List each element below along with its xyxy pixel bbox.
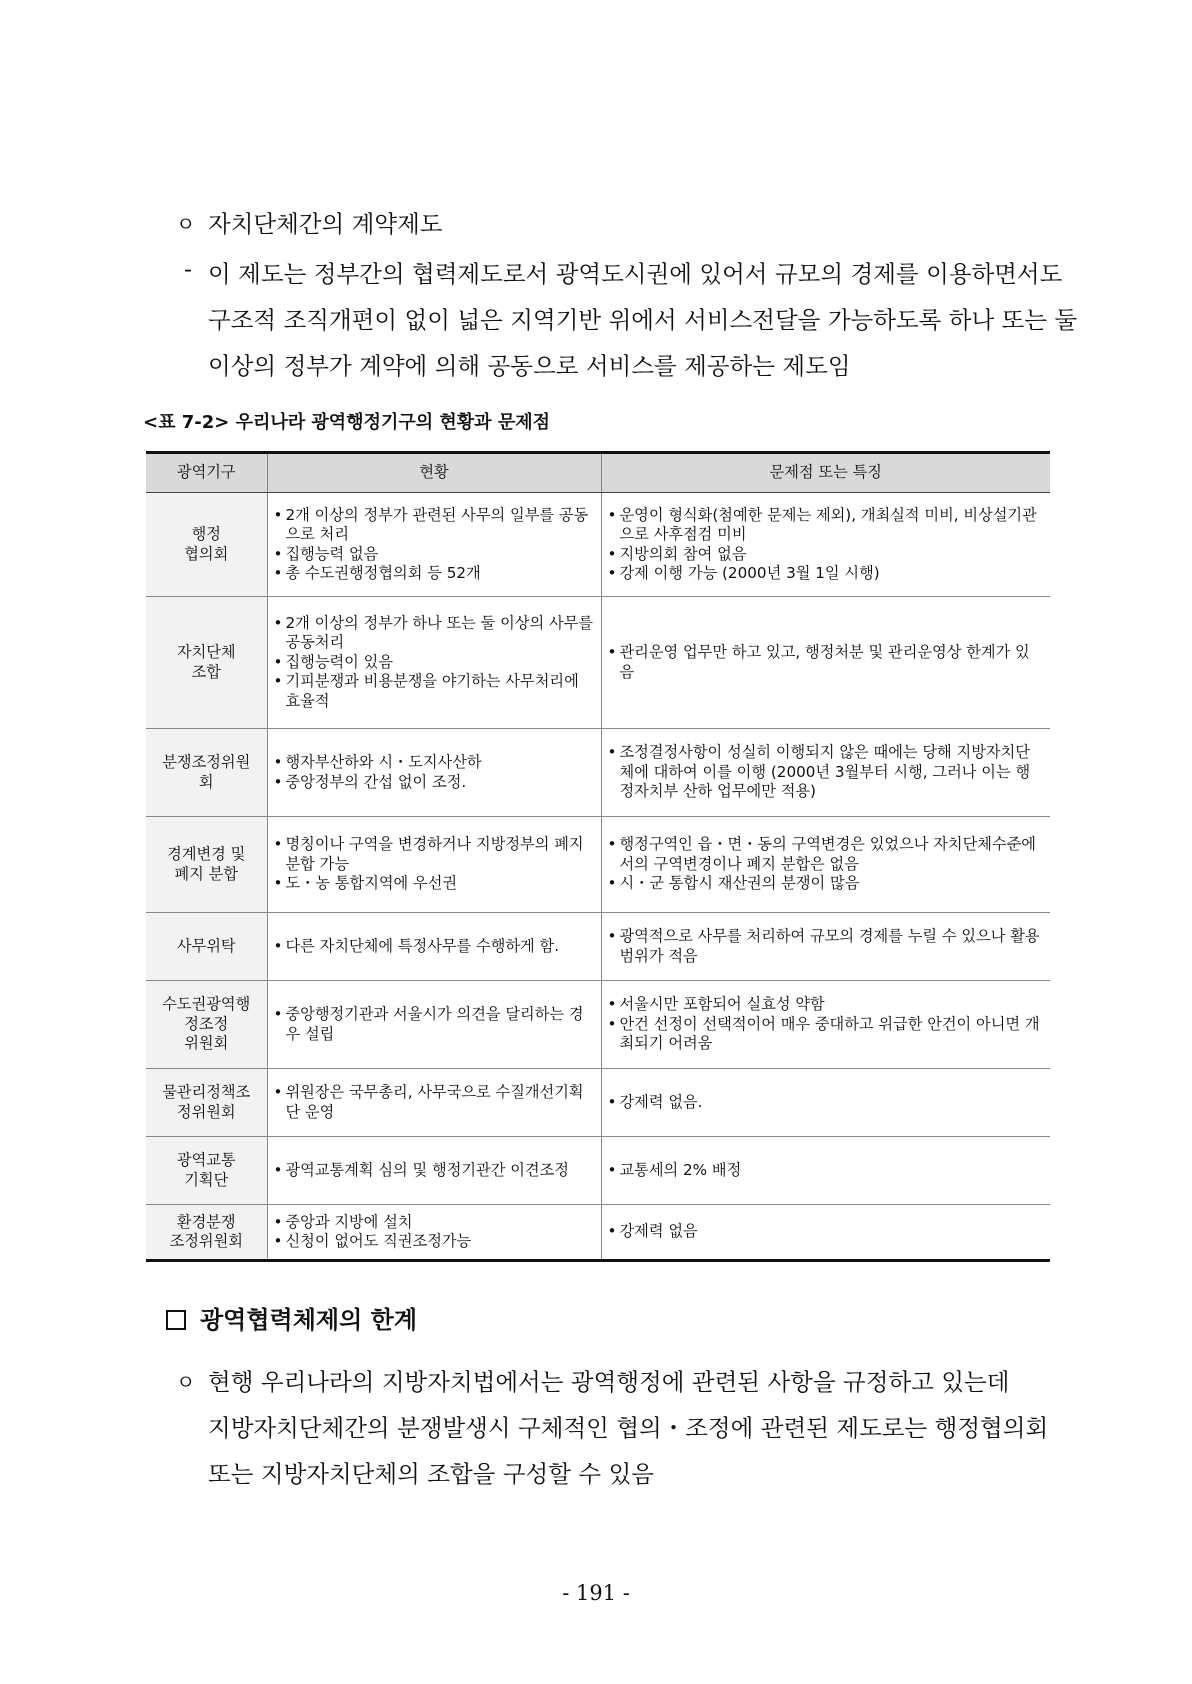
paragraph-line-1: 현행 우리나라의 지방자치법에서는 광역행정에 관련된 사항을 규정하고 있는데 bbox=[208, 1368, 1010, 1396]
issues-cell bbox=[601, 1069, 1050, 1137]
bullet-item: • 행정구역인 읍・면・동의 구역변경은 있었으나 자치단체수준에서의 구역변경이나 폐지 분합은 없음 bbox=[608, 835, 1045, 874]
agency-cell bbox=[146, 493, 267, 597]
section-heading: 자치단체간의 계약제도 bbox=[208, 210, 443, 238]
issues-cell bbox=[601, 493, 1050, 597]
bullet-item: • 행자부산하와 시・도지사산하 bbox=[274, 753, 595, 773]
paragraph-line-1: 이 제도는 정부간의 협력제도로서 광역도시권에 있어서 규모의 경제를 이용하면서도 bbox=[208, 260, 1063, 288]
bullet-item: • 광역교통계획 심의 및 행정기관간 이견조정 bbox=[274, 1161, 595, 1181]
paragraph-line-2: 지방자치단체간의 분쟁발생시 구체적인 협의・조정에 관련된 제도로는 행정협의회 bbox=[208, 1414, 1049, 1442]
header-status: 현황 bbox=[267, 453, 601, 493]
agency-cell bbox=[146, 1205, 267, 1261]
bullet-list bbox=[274, 1161, 595, 1181]
agency-name-line: 자치단체 bbox=[176, 643, 236, 661]
bullet-item: • 2개 이상의 정부가 관련된 사무의 일부를 공동으로 처리 bbox=[274, 506, 595, 545]
agency-name-line: 기획단 bbox=[184, 1170, 229, 1189]
status-cell bbox=[267, 1205, 601, 1261]
bullet-item: • 도・농 통합지역에 우선권 bbox=[274, 874, 595, 894]
agency-cell bbox=[146, 981, 267, 1069]
table-row bbox=[146, 913, 1050, 981]
paragraph-line-2: 구조적 조직개편이 없이 넓은 지역기반 위에서 서비스전달을 가능하도록 하나 또는 둘 bbox=[208, 306, 1078, 334]
issues-cell bbox=[601, 1137, 1050, 1205]
bullet-item: • 다른 자치단체에 특정사무를 수행하게 함. bbox=[274, 937, 595, 957]
agency-name-line: 위원회 bbox=[184, 1034, 229, 1053]
agency-table bbox=[146, 451, 1050, 1262]
bullet-item: • 위원장은 국무총리, 사무국으로 수질개선기획단 운영 bbox=[274, 1083, 595, 1122]
agency-name-line: 사무위탁 bbox=[176, 936, 236, 955]
status-cell bbox=[267, 981, 601, 1069]
agency-name-line: 분쟁조정위원 bbox=[162, 753, 251, 771]
table-row bbox=[146, 1205, 1050, 1261]
issues-cell bbox=[601, 729, 1050, 817]
issues-cell bbox=[601, 1205, 1050, 1261]
agency-cell bbox=[146, 597, 267, 729]
bullet-list bbox=[274, 506, 595, 584]
bullet-item: • 중앙행정기관과 서울시가 의견을 달리하는 경우 설립 bbox=[274, 1005, 595, 1044]
bullet-item: • 광역적으로 사무를 처리하여 규모의 경제를 누릴 수 있으나 활용범위가 적음 bbox=[608, 927, 1045, 966]
bullet-item: • 신청이 없어도 직권조정가능 bbox=[274, 1232, 595, 1252]
table-row bbox=[146, 729, 1050, 817]
issues-cell bbox=[601, 913, 1050, 981]
agency-name-line: 수도권광역행 bbox=[162, 995, 251, 1014]
issues-cell bbox=[601, 817, 1050, 913]
bullet-item: • 명칭이나 구역을 변경하거나 지방정부의 폐지 분합 가능 bbox=[274, 835, 595, 874]
bullet-item: • 총 수도권행정협의회 등 52개 bbox=[274, 564, 595, 584]
table-header-row bbox=[146, 453, 1050, 493]
agency-name-line: 정위원회 bbox=[176, 1102, 236, 1121]
bullet-item: • 집행능력 없음 bbox=[274, 545, 595, 565]
bullet-item: • 2개 이상의 정부가 하나 또는 둘 이상의 사무를 공동처리 bbox=[274, 614, 595, 653]
agency-name-line: 조합 bbox=[191, 662, 221, 681]
bullet-list bbox=[608, 506, 1045, 584]
agency-cell bbox=[146, 1069, 267, 1137]
bullet-list bbox=[608, 1093, 1045, 1113]
agency-cell bbox=[146, 817, 267, 913]
agency-name-line: 폐지 분합 bbox=[174, 864, 238, 883]
table-row bbox=[146, 1069, 1050, 1137]
bullet-list bbox=[274, 753, 595, 792]
agency-name-line: 정조정 bbox=[184, 1014, 229, 1033]
bullet-item: • 기피분쟁과 비용분쟁을 야기하는 사무처리에 효율적 bbox=[274, 672, 595, 711]
bullet-list bbox=[608, 643, 1045, 682]
bullet-list bbox=[274, 1005, 595, 1044]
agency-name-line: 물관리정책조 bbox=[162, 1083, 251, 1101]
status-cell bbox=[267, 913, 601, 981]
agency-cell bbox=[146, 729, 267, 817]
section-title bbox=[166, 1300, 417, 1335]
bullet-list bbox=[608, 995, 1045, 1054]
table-row bbox=[146, 493, 1050, 597]
table-row bbox=[146, 817, 1050, 913]
bullet-list bbox=[274, 835, 595, 894]
page-number: - 191 - bbox=[562, 1581, 630, 1605]
issues-cell bbox=[601, 981, 1050, 1069]
bullet-item: • 중앙정부의 간섭 없이 조정. bbox=[274, 773, 595, 793]
table-row bbox=[146, 597, 1050, 729]
status-cell bbox=[267, 817, 601, 913]
bullet-list bbox=[608, 835, 1045, 894]
agency-name-line: 조정위원회 bbox=[169, 1232, 243, 1250]
bullet-item: • 강제 이행 가능 (2000년 3월 1일 시행) bbox=[608, 564, 1045, 584]
agency-name-line: 행정 bbox=[191, 525, 221, 543]
status-cell bbox=[267, 729, 601, 817]
bullet-list bbox=[608, 1222, 1045, 1242]
agency-name-line: 환경분쟁 bbox=[176, 1212, 236, 1231]
agency-name-line: 회 bbox=[198, 772, 214, 791]
table-row bbox=[146, 981, 1050, 1069]
agency-cell bbox=[146, 913, 267, 981]
bullet-list bbox=[608, 743, 1045, 802]
paragraph-line-3: 이상의 정부가 계약에 의해 공동으로 서비스를 제공하는 제도임 bbox=[208, 352, 851, 380]
bullet-item: • 서울시만 포함되어 실효성 약함 bbox=[608, 995, 1045, 1015]
bullet-list bbox=[274, 1083, 595, 1122]
bullet-item: • 집행능력이 있음 bbox=[274, 653, 595, 673]
agency-cell bbox=[146, 1137, 267, 1205]
bullet-item: • 안건 선정이 선택적이어 매우 중대하고 위급한 안건이 아니면 개최되기 어려움 bbox=[608, 1015, 1045, 1054]
issues-cell bbox=[601, 597, 1050, 729]
bullet-item: • 중앙과 지방에 설치 bbox=[274, 1213, 595, 1233]
status-cell bbox=[267, 493, 601, 597]
bullet-item: • 지방의회 참여 없음 bbox=[608, 545, 1045, 565]
status-cell bbox=[267, 597, 601, 729]
bullet-item: • 운영이 형식화(첨예한 문제는 제외), 개최실적 미비, 비상설기관으로 사후점검 미비 bbox=[608, 506, 1045, 545]
bullet-list bbox=[274, 614, 595, 712]
circle-bullet: ㅇ bbox=[176, 212, 196, 236]
bullet-list bbox=[608, 1161, 1045, 1181]
bullet-item: • 조정결정사항이 성실히 이행되지 않은 때에는 당해 지방자치단체에 대하여 이를 이행 (2000년 3월부터 시행, 그러나 이는 행정자치부 산하 업무에만 적용) bbox=[608, 743, 1045, 802]
section-title-text: 광역협력체제의 한계 bbox=[200, 1306, 418, 1334]
status-cell bbox=[267, 1137, 601, 1205]
agency-name-line: 협의회 bbox=[184, 544, 229, 563]
bullet-item: • 강제력 없음 bbox=[608, 1222, 1045, 1242]
bullet-list bbox=[274, 937, 595, 957]
header-agency: 광역기구 bbox=[146, 453, 267, 493]
bullet-item: • 강제력 없음. bbox=[608, 1093, 1045, 1113]
dash-bullet: - bbox=[184, 255, 192, 283]
bullet-item: • 교통세의 2% 배정 bbox=[608, 1161, 1045, 1181]
table-body bbox=[146, 493, 1050, 1261]
agency-name-line: 광역교통 bbox=[176, 1151, 236, 1169]
bullet-list bbox=[274, 1213, 595, 1252]
status-cell bbox=[267, 1069, 601, 1137]
paragraph-line-3: 또는 지방자치단체의 조합을 구성할 수 있음 bbox=[208, 1460, 654, 1488]
checkbox-square-icon bbox=[166, 1310, 186, 1330]
bullet-list bbox=[608, 927, 1045, 966]
table-row bbox=[146, 1137, 1050, 1205]
header-issues: 문제점 또는 특징 bbox=[601, 453, 1050, 493]
agency-name-line: 경계변경 및 bbox=[167, 845, 246, 863]
bullet-item: • 관리운영 업무만 하고 있고, 행정처분 및 관리운영상 한계가 있음 bbox=[608, 643, 1045, 682]
circle-bullet: ㅇ bbox=[176, 1370, 196, 1394]
table-caption: <표 7-2> 우리나라 광역행정기구의 현황과 문제점 bbox=[143, 412, 550, 433]
bullet-item: • 시・군 통합시 재산권의 분쟁이 많음 bbox=[608, 874, 1045, 894]
